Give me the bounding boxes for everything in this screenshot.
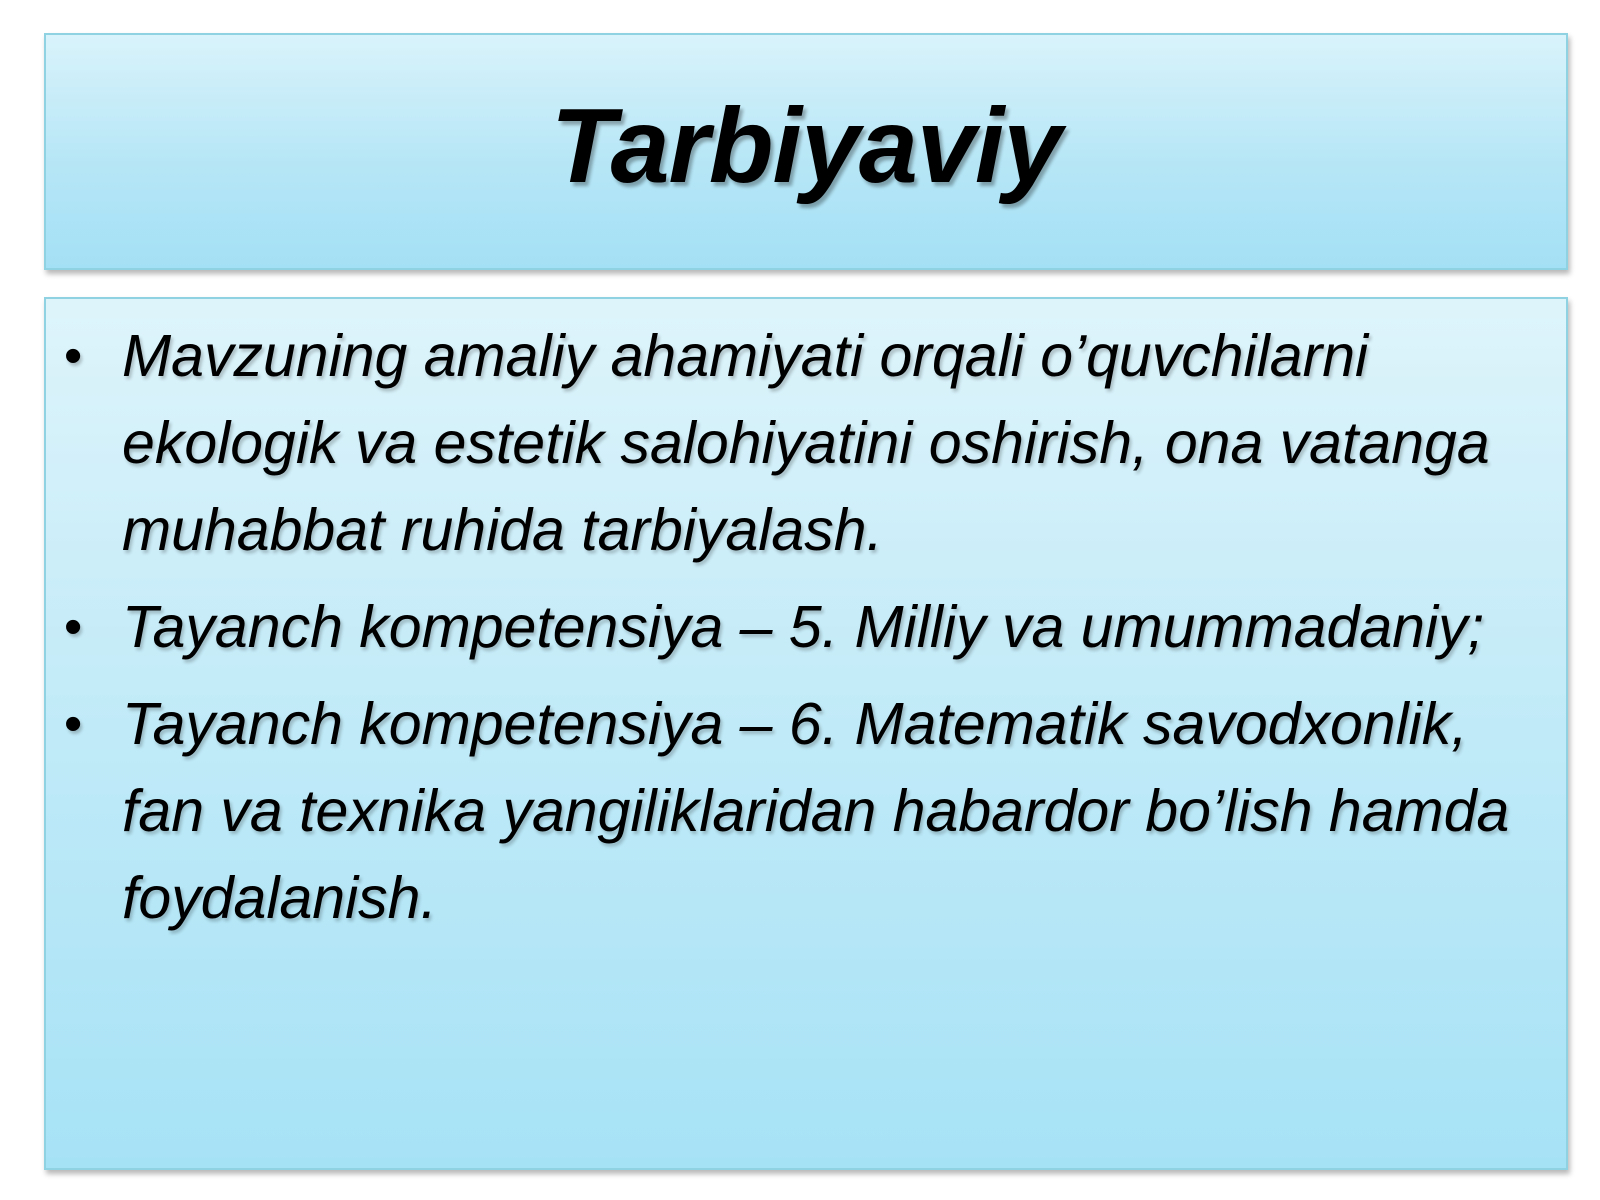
slide-content-box	[44, 297, 1568, 1170]
bullet-item-1	[60, 313, 1552, 574]
bullet-item-3	[60, 681, 1552, 942]
slide-title-box	[44, 33, 1568, 270]
bullet-item-2	[60, 584, 1552, 671]
bullet-text-2: Tayanch kompetensiya – 5. Milliy va umummadaniy;	[122, 594, 1484, 660]
slide-title: Tarbiyaviy	[550, 87, 1062, 205]
bullet-list	[60, 313, 1552, 952]
bullet-text-1: Mavzuning amaliy ahamiyati orqali o’quvchilarni ekologik va estetik salohiyatini oshirish, ona vatanga muhabbat ruhida tarbiyalash.	[122, 323, 1490, 563]
bullet-icon: •	[64, 695, 83, 753]
bullet-icon: •	[64, 598, 83, 656]
bullet-text-3: Tayanch kompetensiya – 6. Matematik savodxonlik, fan va texnika yangiliklaridan habardor bo’lish hamda foydalanish.	[122, 691, 1510, 931]
bullet-icon: •	[64, 327, 83, 385]
